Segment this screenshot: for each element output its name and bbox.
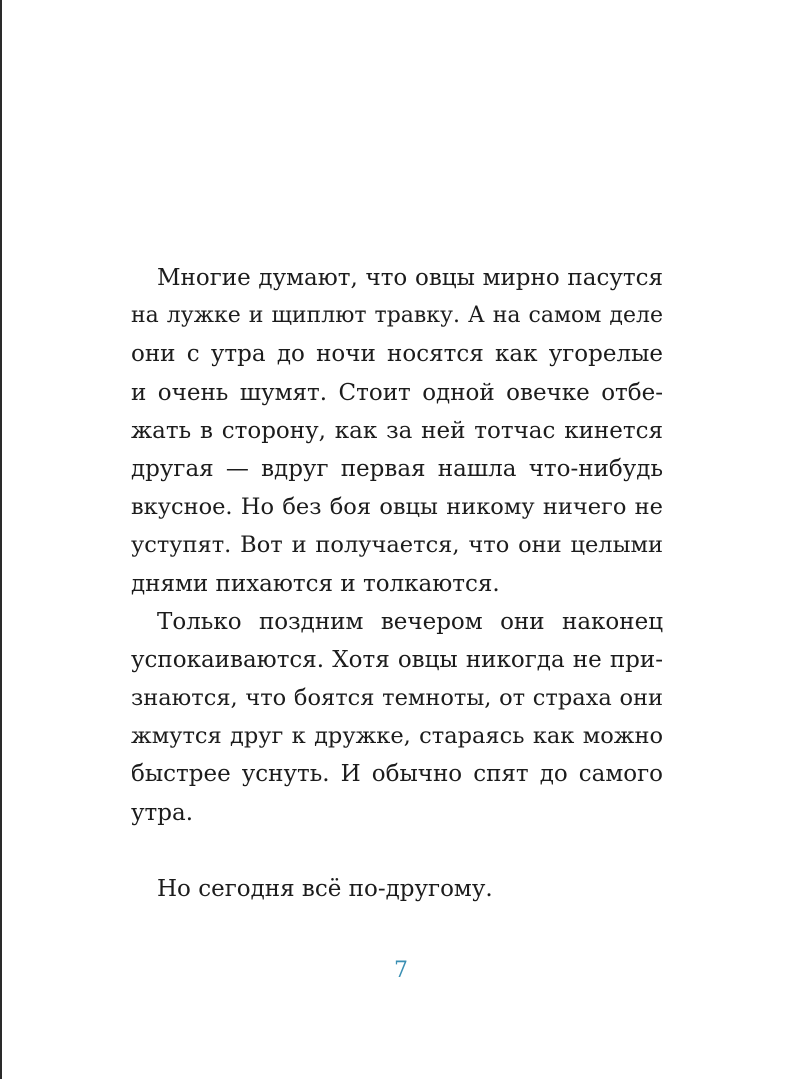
text-line: Только поздним вечером они наконец (157, 608, 663, 635)
text-line: Но сегодня всё по-другому. (157, 876, 493, 902)
text-line: на лужке и щиплют травку. А на самом деле (131, 303, 663, 329)
paragraph-3 (131, 870, 663, 908)
text-line: уступят. Вот и получается, что они целыми (131, 532, 663, 559)
text-line: Многие думают, что овцы мирно пасутся (157, 265, 663, 291)
page-edge (0, 0, 2, 1079)
page-number: 7 (394, 958, 408, 983)
text-line: днями пихаются и толкаются. (131, 570, 500, 597)
text-line: быстрее уснуть. И обычно спят до самого (131, 761, 663, 788)
paragraph-gap (131, 832, 663, 870)
text-line: они с утра до ночи носятся как угорелые (131, 341, 663, 368)
text-line: утра. (131, 799, 194, 826)
text-line: и очень шумят. Стоит одной овечке отбе- (131, 379, 663, 406)
text-line: вкусное. Но без боя овцы никому ничего не (131, 494, 663, 521)
paragraph-2 (131, 603, 663, 832)
text-line: жать в сторону, как за ней тотчас кинется (131, 417, 663, 444)
text-line: жмутся друг к дружке, стараясь как можно (131, 723, 663, 750)
paragraph-1 (131, 259, 663, 603)
text-line: знаются, что боятся темноты, от страха они (131, 685, 663, 712)
text-line: успокаиваются. Хотя овцы никогда не при- (131, 646, 663, 673)
text-line: другая — вдруг первая нашла что-нибудь (131, 455, 663, 482)
body-text (131, 259, 663, 908)
